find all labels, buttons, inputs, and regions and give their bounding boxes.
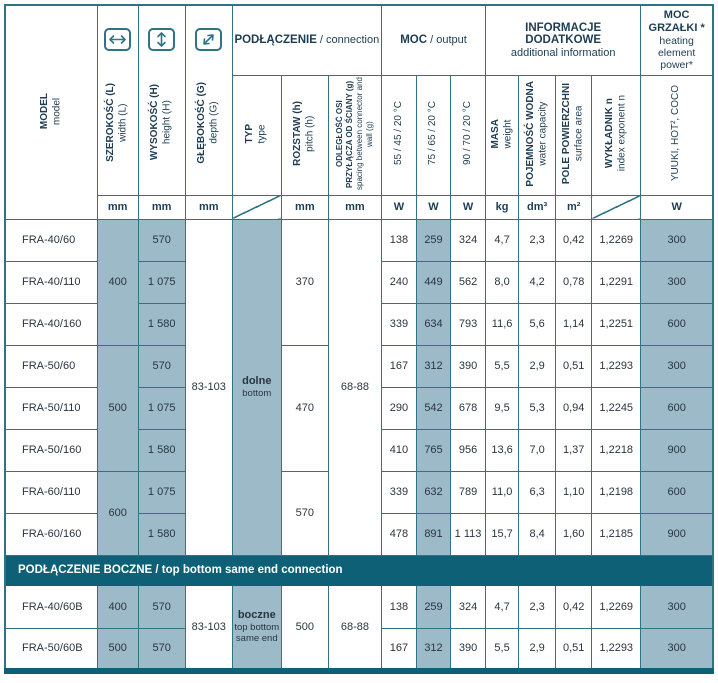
exponent-cell: 1,2293 bbox=[592, 628, 641, 671]
mass-label-en: weight bbox=[502, 119, 514, 148]
output-75-cell: 765 bbox=[416, 429, 450, 471]
col-header-spacing bbox=[328, 75, 381, 195]
area-cell: 0,51 bbox=[556, 345, 592, 387]
type-value-pl: dolne bbox=[242, 374, 272, 387]
mass-cell: 11,6 bbox=[486, 303, 519, 345]
pitch-label-pl: ROZSTAW (h) bbox=[292, 101, 304, 166]
table-row bbox=[5, 219, 713, 261]
type-value-en: bottom bbox=[242, 387, 272, 399]
area-cell: 0,78 bbox=[556, 261, 592, 303]
type-label-en: type bbox=[256, 124, 268, 143]
output-90-cell: 1 113 bbox=[451, 513, 486, 555]
height-cell: 1 075 bbox=[138, 261, 185, 303]
output-90-cell: 562 bbox=[451, 261, 486, 303]
group-header-additional-info bbox=[486, 5, 641, 75]
capacity-cell: 8,4 bbox=[519, 513, 556, 555]
width-cell: 500 bbox=[97, 628, 138, 671]
area-cell: 1,37 bbox=[556, 429, 592, 471]
table-row bbox=[5, 585, 713, 628]
depth-cell: 83-103 bbox=[185, 585, 232, 671]
spacing-cell: 68-88 bbox=[328, 219, 381, 555]
unit-pitch: mm bbox=[281, 195, 328, 219]
output-75-cell: 449 bbox=[416, 261, 450, 303]
model-cell: FRA-50/110 bbox=[5, 387, 97, 429]
col-header-exponent bbox=[592, 75, 641, 195]
capacity-cell: 2,9 bbox=[519, 345, 556, 387]
col-header-heater-models bbox=[641, 75, 713, 195]
heater-cell: 300 bbox=[641, 628, 713, 671]
height-cell: 570 bbox=[138, 585, 185, 628]
output-55-cell: 410 bbox=[381, 429, 416, 471]
col-header-pitch bbox=[281, 75, 328, 195]
unit-depth: mm bbox=[185, 195, 232, 219]
mass-cell: 5,5 bbox=[486, 345, 519, 387]
output-group-sep: / bbox=[427, 34, 437, 47]
unit-heater: W bbox=[641, 195, 713, 219]
type-cell bbox=[232, 585, 281, 671]
col-header-output-90 bbox=[451, 75, 486, 195]
exponent-cell: 1,2245 bbox=[592, 387, 641, 429]
mass-cell: 8,0 bbox=[486, 261, 519, 303]
mass-cell: 15,7 bbox=[486, 513, 519, 555]
exponent-cell: 1,2198 bbox=[592, 471, 641, 513]
height-cell: 1 075 bbox=[138, 387, 185, 429]
model-cell: FRA-40/60B bbox=[5, 585, 97, 628]
output-90-cell: 324 bbox=[451, 219, 486, 261]
col-header-width bbox=[97, 5, 138, 195]
model-label-en: model bbox=[51, 97, 63, 125]
depth-arrow-icon bbox=[195, 28, 222, 51]
info-group-en: additional information bbox=[510, 46, 616, 59]
mass-cell: 13,6 bbox=[486, 429, 519, 471]
exponent-label-pl: WYKŁADNIK n bbox=[603, 98, 615, 169]
unit-area: m² bbox=[556, 195, 592, 219]
header-group-row bbox=[5, 5, 713, 75]
heater-cell: 600 bbox=[641, 471, 713, 513]
col-header-model bbox=[5, 5, 97, 219]
type-label-pl: TYP bbox=[244, 123, 256, 144]
height-arrow-icon bbox=[148, 28, 175, 51]
heater-subtitle: heating element power* bbox=[657, 35, 696, 72]
depth-label-pl: GŁĘBOKOŚĆ (G) bbox=[196, 81, 208, 164]
mass-cell: 4,7 bbox=[486, 585, 519, 628]
unit-output-90: W bbox=[451, 195, 486, 219]
model-cell: FRA-50/60 bbox=[5, 345, 97, 387]
height-label-pl: WYSOKOŚĆ (H) bbox=[149, 84, 161, 161]
area-cell: 0,42 bbox=[556, 219, 592, 261]
capacity-label-en: water capacity bbox=[537, 101, 549, 166]
output-90-cell: 789 bbox=[451, 471, 486, 513]
section-header-row bbox=[5, 555, 713, 585]
capacity-cell: 4,2 bbox=[519, 261, 556, 303]
area-cell: 0,51 bbox=[556, 628, 592, 671]
model-cell: FRA-40/60 bbox=[5, 219, 97, 261]
area-cell: 1,10 bbox=[556, 471, 592, 513]
spacing-label-pl: ODLEGŁOŚĆ OSI PRZYŁĄCZA OD ŚCIANY (g) bbox=[334, 79, 354, 188]
output-55-cell: 339 bbox=[381, 471, 416, 513]
spec-sheet bbox=[4, 4, 714, 674]
heater-models-label: YUUKI, HOT², COCO bbox=[670, 85, 682, 182]
area-cell: 1,14 bbox=[556, 303, 592, 345]
col-header-mass bbox=[486, 75, 519, 195]
exponent-cell: 1,2218 bbox=[592, 429, 641, 471]
capacity-cell: 5,6 bbox=[519, 303, 556, 345]
type-value-en: top bottom same end bbox=[234, 621, 280, 645]
height-cell: 1 580 bbox=[138, 513, 185, 555]
width-cell: 500 bbox=[97, 345, 138, 471]
width-label-en: width (L) bbox=[117, 103, 129, 142]
model-label-pl: MODEL bbox=[38, 92, 50, 129]
header-units-row bbox=[5, 195, 713, 219]
output-55-cell: 478 bbox=[381, 513, 416, 555]
height-cell: 1 580 bbox=[138, 303, 185, 345]
exponent-cell: 1,2185 bbox=[592, 513, 641, 555]
output-90-cell: 390 bbox=[451, 628, 486, 671]
output-55-cell: 138 bbox=[381, 219, 416, 261]
col-header-height bbox=[138, 5, 185, 195]
output-75-cell: 632 bbox=[416, 471, 450, 513]
depth-cell: 83-103 bbox=[185, 219, 232, 555]
col-header-output-55 bbox=[381, 75, 416, 195]
unit-mass: kg bbox=[486, 195, 519, 219]
output-group-pl: MOC bbox=[400, 34, 428, 47]
output-75-cell: 312 bbox=[416, 345, 450, 387]
model-cell: FRA-60/160 bbox=[5, 513, 97, 555]
mass-cell: 4,7 bbox=[486, 219, 519, 261]
spacing-cell: 68-88 bbox=[328, 585, 381, 671]
output-55-label: 55 / 45 / 20 °C bbox=[392, 101, 404, 166]
col-header-depth bbox=[185, 5, 232, 195]
output-75-label: 75 / 65 / 20 °C bbox=[427, 101, 439, 166]
model-cell: FRA-50/160 bbox=[5, 429, 97, 471]
capacity-cell: 5,3 bbox=[519, 387, 556, 429]
output-90-cell: 956 bbox=[451, 429, 486, 471]
output-75-cell: 891 bbox=[416, 513, 450, 555]
exponent-cell: 1,2293 bbox=[592, 345, 641, 387]
heater-title: MOC GRZAŁKI * bbox=[648, 8, 705, 35]
mass-cell: 5,5 bbox=[486, 628, 519, 671]
pitch-cell: 370 bbox=[281, 219, 328, 345]
mass-label-pl: MASA bbox=[489, 118, 501, 149]
output-75-cell: 634 bbox=[416, 303, 450, 345]
info-group-pl: INFORMACJE DODATKOWE bbox=[525, 21, 602, 46]
output-75-cell: 312 bbox=[416, 628, 450, 671]
output-55-cell: 290 bbox=[381, 387, 416, 429]
heater-cell: 300 bbox=[641, 585, 713, 628]
model-cell: FRA-40/160 bbox=[5, 303, 97, 345]
output-group-en: output bbox=[436, 34, 467, 47]
unit-height: mm bbox=[138, 195, 185, 219]
model-cell: FRA-40/110 bbox=[5, 261, 97, 303]
capacity-cell: 2,3 bbox=[519, 585, 556, 628]
pitch-cell: 470 bbox=[281, 345, 328, 471]
heater-cell: 300 bbox=[641, 345, 713, 387]
area-cell: 0,94 bbox=[556, 387, 592, 429]
output-75-cell: 259 bbox=[416, 219, 450, 261]
width-label-pl: SZEROKOŚĆ (L) bbox=[105, 83, 117, 162]
area-label-pl: POLE POWIERZCHNI bbox=[561, 82, 573, 185]
output-90-cell: 678 bbox=[451, 387, 486, 429]
height-cell: 1 075 bbox=[138, 471, 185, 513]
unit-width: mm bbox=[97, 195, 138, 219]
capacity-cell: 7,0 bbox=[519, 429, 556, 471]
depth-label-en: depth (G) bbox=[208, 101, 220, 144]
exponent-cell: 1,2269 bbox=[592, 219, 641, 261]
col-header-output-75 bbox=[416, 75, 450, 195]
exponent-cell: 1,2269 bbox=[592, 585, 641, 628]
output-90-label: 90 / 70 / 20 °C bbox=[461, 101, 473, 166]
capacity-label-pl: POJEMNOŚĆ WODNA bbox=[524, 80, 536, 187]
height-cell: 570 bbox=[138, 345, 185, 387]
width-cell: 600 bbox=[97, 471, 138, 555]
exponent-cell: 1,2291 bbox=[592, 261, 641, 303]
heater-cell: 900 bbox=[641, 513, 713, 555]
connection-group-pl: PODŁĄCZENIE bbox=[234, 34, 317, 47]
mass-cell: 11,0 bbox=[486, 471, 519, 513]
output-75-cell: 259 bbox=[416, 585, 450, 628]
output-90-cell: 390 bbox=[451, 345, 486, 387]
output-55-cell: 167 bbox=[381, 345, 416, 387]
heater-cell: 900 bbox=[641, 429, 713, 471]
spacing-label-en: spacing between connector and wall (g) bbox=[354, 77, 374, 190]
type-value-pl: boczne bbox=[237, 608, 276, 621]
height-cell: 1 580 bbox=[138, 429, 185, 471]
group-header-heating-element bbox=[641, 5, 713, 75]
heater-cell: 600 bbox=[641, 387, 713, 429]
area-label-en: surface area bbox=[573, 105, 585, 162]
unit-output-55: W bbox=[381, 195, 416, 219]
unit-type-slash bbox=[232, 195, 281, 219]
output-90-cell: 793 bbox=[451, 303, 486, 345]
pitch-label-en: pitch (h) bbox=[304, 115, 316, 152]
pitch-cell: 570 bbox=[281, 471, 328, 555]
output-90-cell: 324 bbox=[451, 585, 486, 628]
area-cell: 0,42 bbox=[556, 585, 592, 628]
connection-group-sep: / bbox=[316, 34, 327, 47]
capacity-cell: 2,3 bbox=[519, 219, 556, 261]
model-cell: FRA-60/110 bbox=[5, 471, 97, 513]
exponent-cell: 1,2251 bbox=[592, 303, 641, 345]
height-cell: 570 bbox=[138, 628, 185, 671]
output-75-cell: 542 bbox=[416, 387, 450, 429]
section-header-title: PODŁĄCZENIE BOCZNE / top bottom same end connection bbox=[5, 555, 713, 585]
unit-capacity: dm³ bbox=[519, 195, 556, 219]
connection-group-en: connection bbox=[326, 34, 380, 47]
capacity-cell: 6,3 bbox=[519, 471, 556, 513]
width-cell: 400 bbox=[97, 219, 138, 345]
height-cell: 570 bbox=[138, 219, 185, 261]
output-55-cell: 339 bbox=[381, 303, 416, 345]
output-55-cell: 138 bbox=[381, 585, 416, 628]
col-header-area bbox=[556, 75, 592, 195]
output-55-cell: 240 bbox=[381, 261, 416, 303]
height-label-en: height (H) bbox=[161, 100, 173, 145]
type-cell bbox=[232, 219, 281, 555]
col-header-type bbox=[232, 75, 281, 195]
unit-spacing: mm bbox=[328, 195, 381, 219]
width-arrow-icon bbox=[104, 28, 131, 51]
output-55-cell: 167 bbox=[381, 628, 416, 671]
area-cell: 1,60 bbox=[556, 513, 592, 555]
capacity-cell: 2,9 bbox=[519, 628, 556, 671]
unit-output-75: W bbox=[416, 195, 450, 219]
mass-cell: 9,5 bbox=[486, 387, 519, 429]
heater-cell: 600 bbox=[641, 303, 713, 345]
heater-cell: 300 bbox=[641, 261, 713, 303]
col-header-capacity bbox=[519, 75, 556, 195]
width-cell: 400 bbox=[97, 585, 138, 628]
group-header-output bbox=[381, 5, 485, 75]
unit-exponent-slash bbox=[592, 195, 641, 219]
pitch-cell: 500 bbox=[281, 585, 328, 671]
group-header-connection bbox=[232, 5, 381, 75]
spec-table bbox=[4, 4, 714, 674]
model-cell: FRA-50/60B bbox=[5, 628, 97, 671]
exponent-label-en: index exponent n bbox=[616, 95, 628, 172]
heater-cell: 300 bbox=[641, 219, 713, 261]
